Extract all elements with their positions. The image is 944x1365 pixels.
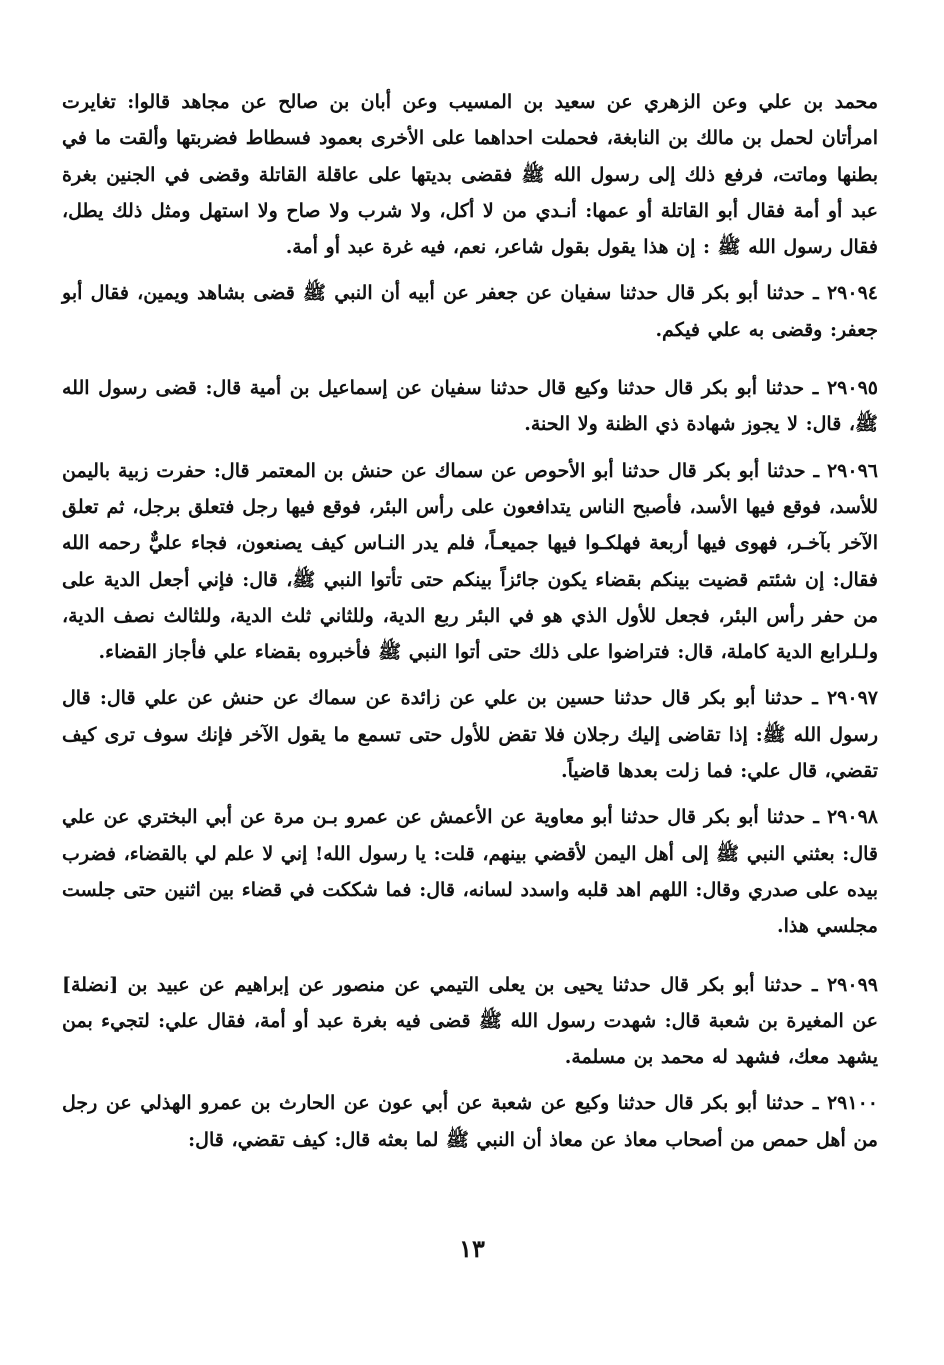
- hadith-text: ـ حدثنا أبو بكر قال حدثنا حسين بن علي عن زائدة عن سماك عن حنش عن علي قال: قال رسول الله ﷺ: إذا تقاضى إليك رجلان فلا تقض للأول حتى تسمع ما يقول الآخر فإنك سوف ترى كيف تقضي، قال علي: فما زلت بعدها قاضياً.: [62, 687, 878, 783]
- hadith-text: ـ حدثنا أبو بكر قال حدثنا أبو معاوية عن الأعمش عن عمرو بـن مرة عن أبي البختري عن علي قال: بعثني النبي ﷺ إلى أهل اليمن لأقضي بينهم، قلت: يا رسول الله! إني لا علم لي بالقضاء، فضرب بيده على صدري وقال: اللهم اهد قلبه واسدد لسانه، قال: فما شككت في قضاء بين اثنين حتى جلست مجلسي هذا.: [62, 806, 878, 938]
- hadith-text: ـ حدثنا أبو بكر قال حدثنا وكيع قال حدثنا سفيان عن إسماعيل بن أمية قال: قضى رسول الله ﷺ، قال: لا يجوز شهادة ذي الظنة ولا الحنة.: [62, 377, 878, 436]
- hadith-29094: [62, 275, 878, 348]
- hadith-number: ٢٩٠٩٦: [826, 459, 878, 482]
- hadith-29099: [62, 967, 878, 1076]
- hadith-text: ـ حدثنا أبو بكر قال حدثنا سفيان عن جعفر عن أبيه أن النبي ﷺ قضى بشاهد ويمين، فقال أبو جعفر: وقضى به علي فيكم.: [62, 282, 878, 341]
- hadith-text: ـ حدثنا أبو بكر قال حدثنا أبو الأحوص عن سماك عن حنش بن المعتمر قال: حفرت زبية باليمن للأسد، فوقع فيها الأسد، فأصبح الناس يتدافعون على رأس البئر، فوقع فيها رجل فتعلق برجل، ثم تعلق الآخر بآخـر، فهوى فيها أربعة فهلكـوا فيها جميعـاً، فلم يدر النـاس كيف يصنعون، فجاء عليٌّ رحمه الله فقال: إن شئتم قضيت بينكم بقضاء يكون جائزاً بينكم حتى تأتوا النبي ﷺ، قال: فإني أجعل الدية على من حفر رأس البئر، فجعل للأول الذي هو في البئر ربع الدية، وللثاني ثلث الدية، وللثالث نصف الدية، ولـلرابع الدية كاملة، قال: فتراضوا على ذلك حتى أتوا النبي ﷺ فأخبروه بقضاء علي فأجاز القضاء.: [62, 459, 878, 664]
- hadith-29100: [62, 1085, 878, 1158]
- paragraph-continuation: [62, 84, 878, 265]
- hadith-number: ٢٩٠٩٧: [826, 687, 878, 710]
- page-body: [62, 84, 878, 1168]
- hadith-text: ـ حدثنا أبو بكر قال حدثنا وكيع عن شعبة عن أبي عون عن الحارث بن عمرو الهذلي عن رجل من أهل حمص من أصحاب معاذ عن معاذ أن النبي ﷺ لما بعثه قال: كيف تقضي، قال:: [62, 1092, 878, 1151]
- paragraph-text: محمد بن علي وعن الزهري عن سعيد بن المسيب وعن أبان بن صالح عن مجاهد قالوا: تغايرت امرأتان لحمل بن مالك بن النابغة، فحملت احداهما على الأخرى بعمود فسطاط فضربتها وألقت ما في بطنها وماتت، فرفع ذلك إلى رسول الله ﷺ فقضى بديتها على عاقلة القاتلة وقضى في الجنين بغرة عبد أو أمة فقال أبو القاتلة أو عمها: أنـدي من لا أكل، ولا شرب ولا صاح ولا استهل ومثل ذلك يطل، فقال رسول الله ﷺ : إن هذا يقول بقول شاعر، نعم، فيه غرة عبد أو أمة.: [62, 91, 878, 259]
- hadith-number: ٢٩١٠٠: [826, 1092, 878, 1115]
- hadith-number: ٢٩٠٩٨: [826, 806, 878, 829]
- hadith-number: ٢٩٠٩٤: [826, 282, 878, 305]
- hadith-29095: [62, 370, 878, 443]
- hadith-29097: [62, 680, 878, 789]
- hadith-text: ـ حدثنا أبو بكر قال حدثنا يحيى بن يعلى التيمي عن منصور عن إبراهيم عن عبيد بن [نضلة] عن المغيرة بن شعبة قال: شهدت رسول الله ﷺ قضى فيه بغرة عبد أو أمة، فقال علي: لتجيء بمن يشهد معك، فشهد له محمد بن مسلمة.: [62, 973, 878, 1069]
- hadith-number: ٢٩٠٩٥: [826, 377, 878, 400]
- page-number: ١٣: [459, 1234, 485, 1263]
- hadith-number: ٢٩٠٩٩: [826, 973, 878, 996]
- hadith-29098: [62, 799, 878, 944]
- hadith-29096: [62, 453, 878, 671]
